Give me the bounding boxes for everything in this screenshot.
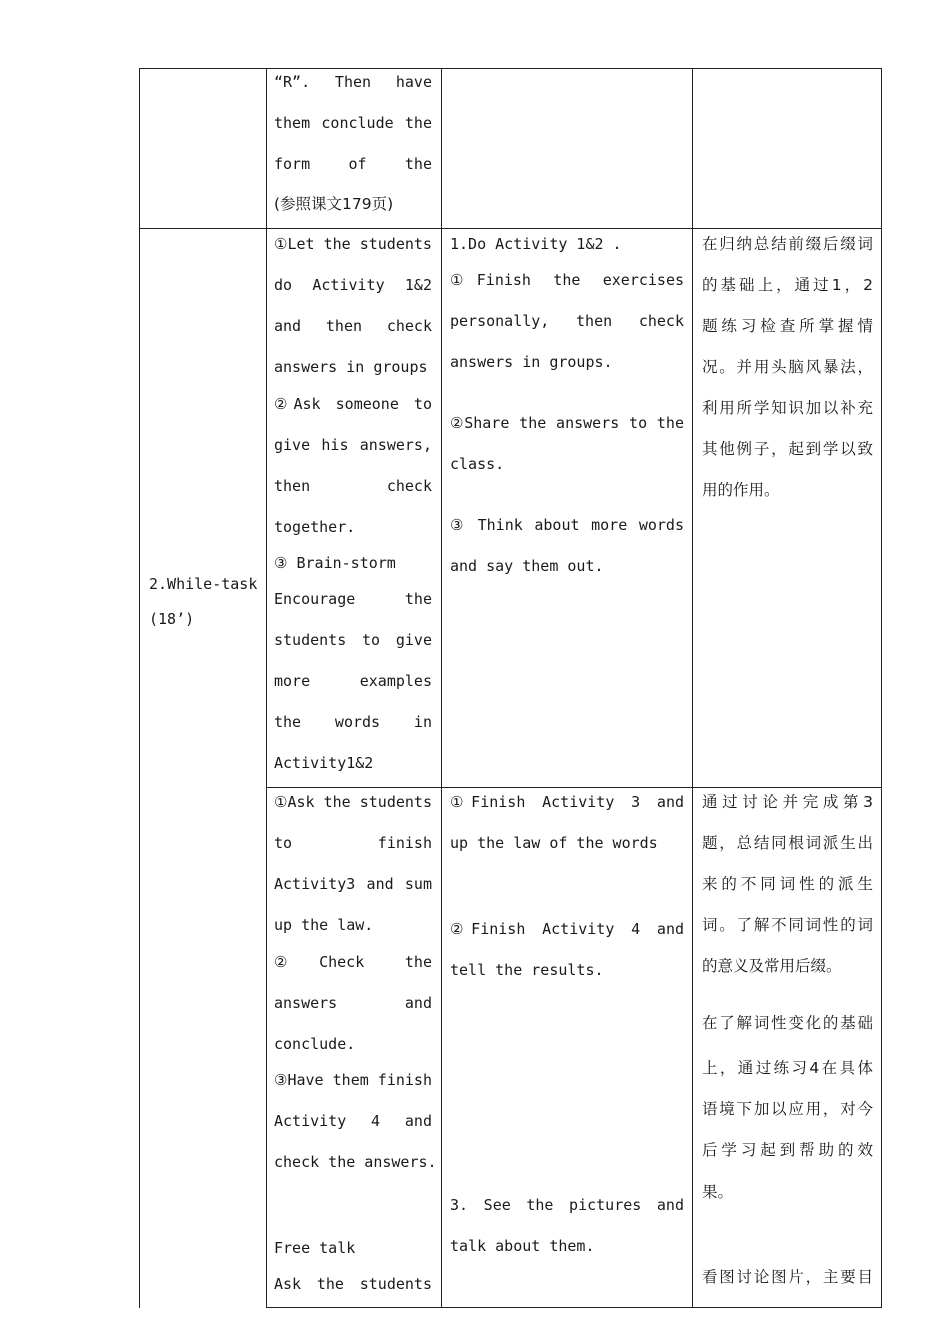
row2-student-line: ③ Think about more words: [450, 516, 684, 534]
row3-purpose-line: 词。了解不同词性的词: [702, 916, 873, 934]
row3-student-line: tell the results.: [450, 961, 604, 979]
row3-purpose-line: 来的不同词性的派生: [702, 875, 873, 893]
table-bottom-border: [266, 1307, 882, 1308]
row2-teacher-line: ①Let the students: [274, 235, 432, 253]
row2-student-line: answers in groups.: [450, 353, 613, 371]
row3-teacher-line: check the answers.: [274, 1153, 437, 1171]
row2-student-line: and say them out.: [450, 557, 604, 575]
col-divider-3: [692, 68, 693, 1308]
row2-teacher-line: and then check: [274, 317, 432, 335]
row3-teacher-line: up the law.: [274, 916, 374, 934]
row2-teacher-line: Encourage the: [274, 590, 432, 608]
row3-purpose-line: 语境下加以应用，对今: [702, 1100, 873, 1118]
row3-purpose-line: 看图讨论图片，主要目: [702, 1268, 873, 1286]
row2-purpose-line: 题练习检查所掌握情: [702, 317, 873, 335]
row3-student-line: 3. See the pictures and: [450, 1196, 684, 1214]
row1-teacher-line: form of the: [274, 155, 432, 173]
row2-teacher-line: Activity1&2: [274, 754, 374, 772]
row2-teacher-line: more examples: [274, 672, 432, 690]
row2-purpose-line: 用的作用。: [702, 481, 780, 499]
row2-teacher-line: the words in: [274, 713, 432, 731]
row2-student-line: personally, then check: [450, 312, 684, 330]
row3-teacher-line: Free talk: [274, 1239, 356, 1257]
row2-purpose-line: 的基础上，通过1，2: [702, 276, 873, 294]
col-divider-1: [266, 68, 267, 1308]
row2-purpose-line: 利用所学知识加以补充: [702, 399, 873, 417]
row2-teacher-line: answers in groups: [274, 358, 428, 376]
row3-student-line: ②Finish Activity 4 and: [450, 920, 684, 938]
row2-student-line: ②Share the answers to the: [450, 414, 684, 432]
row3-student-line: talk about them.: [450, 1237, 595, 1255]
row3-teacher-line: ①Ask the students: [274, 793, 432, 811]
row2-purpose-line: 况。并用头脑风暴法，: [702, 358, 873, 376]
row1-teacher-line: (参照课文179页): [274, 195, 394, 213]
row3-purpose-line: 果。: [702, 1183, 734, 1201]
row3-teacher-line: to finish: [274, 834, 432, 852]
row3-teacher-line: Ask the students: [274, 1275, 432, 1293]
row3-student-line: ①Finish Activity 3 and: [450, 793, 684, 811]
row2-teacher-line: together.: [274, 518, 356, 536]
row2-teacher-line: then check: [274, 477, 432, 495]
row2-student-line: ①Finish the exercises: [450, 271, 684, 289]
row3-teacher-line: ③Have them finish: [274, 1071, 432, 1089]
row2-teacher-line: ②Ask someone to: [274, 395, 432, 413]
table-right-border: [881, 68, 882, 1308]
row3-purpose-line: 在了解词性变化的基础: [702, 1014, 873, 1032]
row2-teacher-line: students to give: [274, 631, 432, 649]
table-left-border: [139, 68, 140, 1308]
row2-teacher-line: ③ Brain-storm: [274, 554, 396, 572]
row1-teacher-line: “R”. Then have: [274, 73, 432, 91]
stage-time: (18’): [149, 610, 195, 628]
table-top-border: [139, 68, 882, 69]
row3-purpose-line: 通过讨论并完成第3: [702, 793, 873, 811]
row3-purpose-line: 题，总结同根词派生出: [702, 834, 873, 852]
row2-teacher-line: give his answers,: [274, 436, 432, 454]
row3-teacher-line: Activity3 and sum: [274, 875, 432, 893]
row3-teacher-line: Activity 4 and: [274, 1112, 432, 1130]
row3-teacher-line: answers and: [274, 994, 432, 1012]
row3-teacher-line: ②Check the: [274, 953, 432, 971]
row2-purpose-line: 其他例子，起到学以致: [702, 440, 873, 458]
row3-teacher-line: conclude.: [274, 1035, 356, 1053]
row2-student-line: 1.Do Activity 1&2 .: [450, 235, 622, 253]
stage-name: 2.While-task: [149, 575, 258, 593]
row2-purpose-line: 在归纳总结前缀后缀词: [702, 235, 873, 253]
row3-purpose-line: 上，通过练习4在具体: [702, 1059, 873, 1077]
row2-teacher-line: do Activity 1&2: [274, 276, 432, 294]
row3-student-line: up the law of the words: [450, 834, 658, 852]
row1-teacher-line: them conclude the: [274, 114, 432, 132]
col-divider-2: [441, 68, 442, 1308]
row3-purpose-line: 后学习起到帮助的效: [702, 1141, 873, 1159]
row2-student-line: class.: [450, 455, 505, 473]
row3-purpose-line: 的意义及常用后缀。: [702, 957, 842, 975]
